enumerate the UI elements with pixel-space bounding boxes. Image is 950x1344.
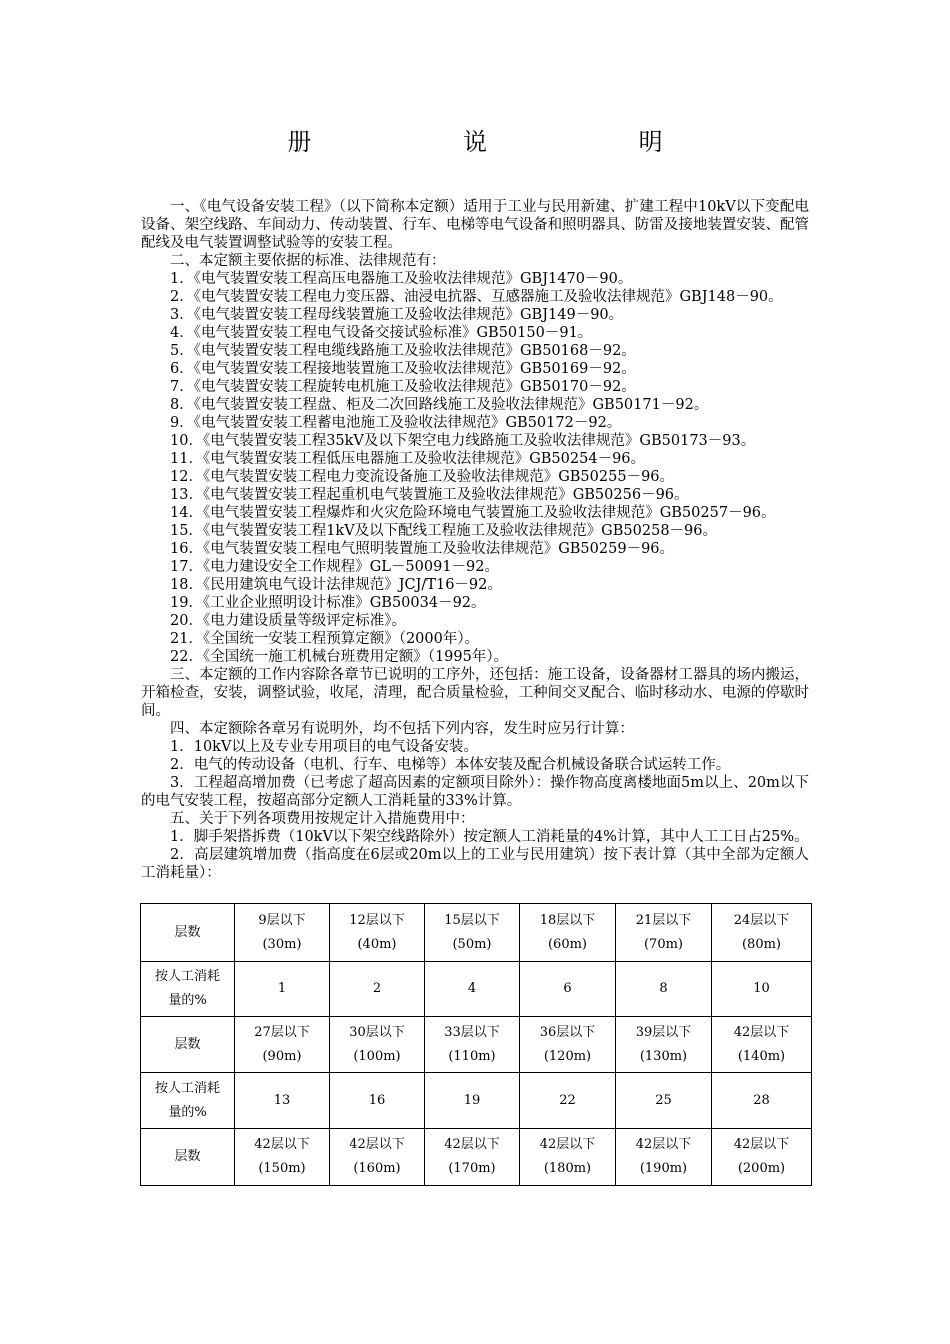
list-item: 19．《工业企业照明设计标准》GB50034－92。: [170, 595, 486, 611]
table-cell: 2: [330, 962, 425, 1017]
list-item: 2．电气的传动设备（电机、行车、电梯等）本体安装及配合机械设备联合试运转工作。: [170, 757, 731, 773]
table-cell: 42层以下 (180m): [520, 1129, 616, 1186]
list-item: 14．《电气装置安装工程爆炸和火灾危险环境电气装置施工及验收法律规范》GB50257－96。: [170, 505, 776, 521]
table-row: [141, 1073, 812, 1129]
list-item: 6．《电气装置安装工程接地装置施工及验收法律规范》GB50169－92。: [170, 361, 636, 377]
table-row: [141, 962, 812, 1017]
list-item: 5．《电气装置安装工程电缆线路施工及验收法律规范》GB50168－92。: [170, 343, 636, 359]
table-cell: 18层以下 (60m): [520, 904, 616, 962]
table-cell: 28: [712, 1073, 812, 1129]
page-title: 册 说 明: [287, 128, 735, 156]
table-cell: 30层以下 (100m): [330, 1017, 425, 1073]
table-cell: 24层以下 (80m): [712, 904, 812, 962]
table-cell: 19: [425, 1073, 520, 1129]
list-item: 9．《电气装置安装工程蓄电池施工及验收法律规范》GB50172－92。: [170, 415, 622, 431]
list-item: 13．《电气装置安装工程起重机电气装置施工及验收法律规范》GB50256－96。: [170, 487, 689, 503]
list-item: 15．《电气装置安装工程1kV及以下配线工程施工及验收法律规范》GB50258－96。: [170, 523, 717, 539]
list-item: 2．高层建筑增加费（指高度在6层或20m以上的工业与民用建筑）按下表计算（其中全部为定额人工消耗量）：: [141, 847, 809, 881]
table-cell: 6: [520, 962, 616, 1017]
list-item: 1．10kV以上及专业专用项目的电气设备安装。: [170, 739, 478, 755]
list-item: 1．《电气装置安装工程高压电器施工及验收法律规范》GBJ1470－90。: [170, 271, 633, 287]
table-row: [141, 1129, 812, 1186]
row-header: 层数: [141, 1017, 235, 1073]
list-item: 2．《电气装置安装工程电力变压器、油浸电抗器、互感器施工及验收法律规范》GBJ148－90。: [170, 289, 783, 305]
table-row: [141, 904, 812, 962]
list-item: 12．《电气装置安装工程电力变流设备施工及验收法律规范》GB50255－96。: [170, 469, 675, 485]
list-item: 4．《电气装置安装工程电气设备交接试验标准》GB50150－91。: [170, 325, 593, 341]
paragraph: 三、本定额的工作内容除各章节已说明的工序外，还包括：施工设备，设备器材工器具的场内搬运，开箱检查，安装，调整试验，收尾，清理，配合质量检验，工种间交叉配合、临时移动水、电源的停歇时间。: [141, 667, 809, 719]
table-cell: 16: [330, 1073, 425, 1129]
table-cell: 42层以下 (150m): [235, 1129, 330, 1186]
table-cell: 21层以下 (70m): [616, 904, 712, 962]
table-cell: 9层以下 (30m): [235, 904, 330, 962]
table-cell: 1: [235, 962, 330, 1017]
table-cell: 10: [712, 962, 812, 1017]
table-cell: 33层以下 (110m): [425, 1017, 520, 1073]
table-cell: 12层以下 (40m): [330, 904, 425, 962]
paragraph: 一、《电气设备安装工程》（以下简称本定额）适用于工业与民用新建、扩建工程中10kV以下变配电设备、架空线路、车间动力、传动装置、行车、电梯等电气设备和照明器具、防雷及接地装置安装、配管配线及电气装置调整试验等的安装工程。: [141, 199, 809, 251]
list-item: 1．脚手架搭拆费（10kV以下架空线路除外）按定额人工消耗量的4%计算，其中人工工日占25%。: [170, 829, 809, 845]
row-header: 层数: [141, 904, 235, 962]
list-item: 22．《全国统一施工机械台班费用定额》（1995年）。: [170, 649, 509, 665]
list-item: 7．《电气装置安装工程旋转电机施工及验收法律规范》GB50170－92。: [170, 379, 636, 395]
table-cell: 36层以下 (120m): [520, 1017, 616, 1073]
table-cell: 8: [616, 962, 712, 1017]
list-item: 17．《电力建设安全工作规程》GL－50091－92。: [170, 559, 499, 575]
list-item: 16．《电气装置安装工程电气照明装置施工及验收法律规范》GB50259－96。: [170, 541, 675, 557]
table-cell: 39层以下 (130m): [616, 1017, 712, 1073]
table-cell: 42层以下 (190m): [616, 1129, 712, 1186]
document-body: [141, 198, 809, 882]
table-cell: 22: [520, 1073, 616, 1129]
table-cell: 27层以下 (90m): [235, 1017, 330, 1073]
row-header: 层数: [141, 1129, 235, 1186]
row-header: 按人工消耗 量的%: [141, 1073, 235, 1129]
list-item: 11．《电气装置安装工程低压电器施工及验收法律规范》GB50254－96。: [170, 451, 646, 467]
row-header: 按人工消耗 量的%: [141, 962, 235, 1017]
table-cell: 42层以下 (140m): [712, 1017, 812, 1073]
paragraph: 四、本定额除各章另有说明外，均不包括下列内容，发生时应另行计算：: [170, 721, 634, 737]
list-item: 3．工程超高增加费（已考虑了超高因素的定额项目除外）：操作物高度离楼地面5m以上、20m以下的电气安装工程，按超高部分定额人工消耗量的33%计算。: [141, 775, 809, 809]
list-item: 3．《电气装置安装工程母线装置施工及验收法律规范》GBJ149－90。: [170, 307, 624, 323]
table-cell: 25: [616, 1073, 712, 1129]
table-row: [141, 1017, 812, 1073]
table-cell: 4: [425, 962, 520, 1017]
table-cell: 42层以下 (160m): [330, 1129, 425, 1186]
table-cell: 15层以下 (50m): [425, 904, 520, 962]
list-item: 10．《电气装置安装工程35kV及以下架空电力线路施工及验收法律规范》GB50173－93。: [170, 433, 756, 449]
list-item: 21．《全国统一安装工程预算定额》（2000年）。: [170, 631, 480, 647]
list-item: 8．《电气装置安装工程盘、柜及二次回路线施工及验收法律规范》GB50171－92。: [170, 397, 709, 413]
paragraph: 五、关于下列各项费用按规定计入措施费用中：: [170, 811, 475, 827]
table-cell: 42层以下 (170m): [425, 1129, 520, 1186]
table-cell: 13: [235, 1073, 330, 1129]
list-item: 18．《民用建筑电气设计法律规范》JCJ/T16－92。: [170, 577, 502, 593]
paragraph: 二、本定额主要依据的标准、法律规范有：: [170, 253, 446, 269]
high-rise-fee-table: [140, 903, 812, 1186]
list-item: 20．《电力建设质量等级评定标准》。: [170, 613, 406, 629]
table-cell: 42层以下 (200m): [712, 1129, 812, 1186]
